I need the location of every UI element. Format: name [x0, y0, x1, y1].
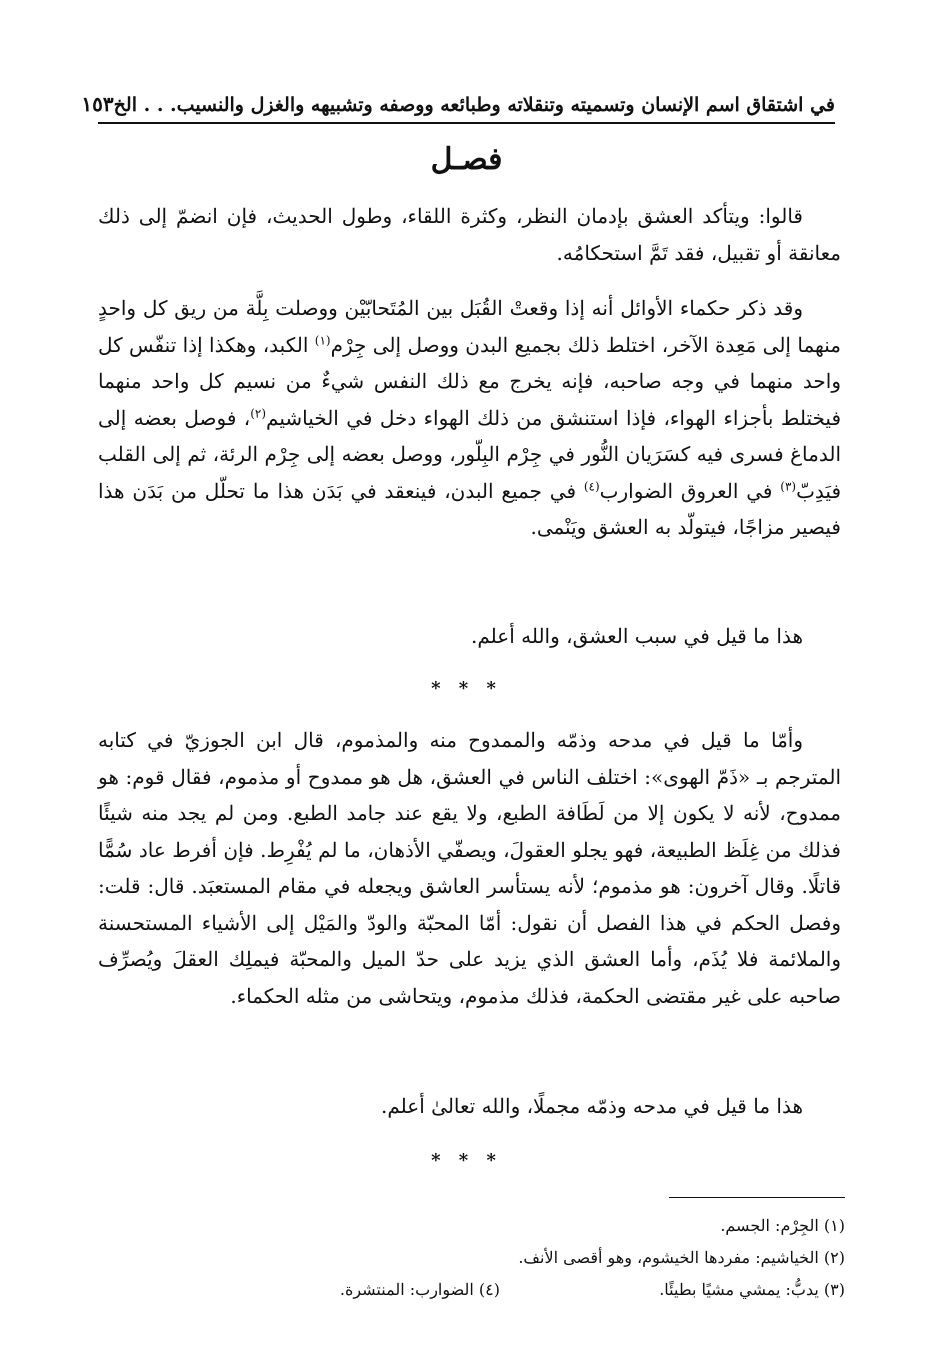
- paragraph-2-text: [98, 290, 841, 546]
- paragraph-3-text: هذا ما قيل في سبب العشق، والله أعلم.: [470, 624, 803, 648]
- running-header: [81, 82, 835, 124]
- paragraph-2-part-e: في جميع البدن، فينعقد في بَدَن هذا ما تحلّل من بَدَن هذا فيصير مزاجًا، فيتولّد به العشق ويَنْمى.: [98, 478, 841, 539]
- section-separator-2: * * *: [431, 1150, 502, 1171]
- footnote-ref-4: (٤): [583, 478, 600, 493]
- paragraph-4: [98, 722, 841, 1014]
- page-number: ١٥٣: [81, 92, 114, 116]
- paragraph-1: [98, 198, 841, 271]
- paragraph-2-part-d: في العروق الضوارب: [599, 478, 781, 503]
- paragraph-3: [98, 618, 841, 655]
- paragraph-2-part-c: ، فوصل بعضه إلى الدماغ فسرى فيه كسَرَيان النُّور في جِرْم البِلّور، ووصل بعضه إلى جِرْم الرئة، ثم إلى القلب فيَدِبّ: [98, 405, 841, 503]
- footnote-3: (٣) يدبُّ: يمشي مشيًا بطيئًا.: [659, 1280, 845, 1299]
- chapter-title: في اشتقاق اسم الإنسان وتسميته وتنقلاته وطبائعه ووصفه وتشبيهه والغزل والنسيب. . . الخ: [113, 94, 835, 116]
- paragraph-5: [98, 1088, 841, 1125]
- footnote-1: (١) الجِرْم: الجسم.: [720, 1216, 845, 1235]
- footnote-ref-3: (٣): [780, 478, 797, 493]
- footnote-ref-1: (١): [314, 332, 331, 347]
- footnote-2: (٢) الخياشيم: مفردها الخيشوم، وهو أقصى الأنف.: [518, 1248, 845, 1267]
- section-heading: فصـل: [430, 142, 503, 177]
- paragraph-4-text: وأمّا ما قيل في مدحه وذمّه والممدوح منه والمذموم، قال ابن الجوزيّ في كتابه المترجم بـ «ذَمّ الهوى»: اختلف الناس في العشق، هل هو ممدوح أو مذموم، فقال قوم: هو ممدوح، لأنه لا يكون إلا من لَطَافة الطبع، ولا يقع عند جامد الطبع. ومن لم يجد منه شيئًا فذلك من غِلَظ الطبيعة، فهو يجلو العقولَ، ويصفّي الأذهان، ما لم يُفْرِط. فإن أفرط عاد سُمًّا قاتلًا. وقال آخرون: هو مذموم؛ لأنه يستأسر العاشق ويجعله في مقام المستعبَد. قال: قلت: وفصل الحكم في هذا الفصل أن نقول: أمّا المحبّة والودّ والمَيْل إلى الأشياء المستحسنة والملائمة فلا يُذَم، وأما العشق الذي يزيد على حدّ الميل والمحبّة فيملِك العقلَ ويُصرِّف صاحبه على غير مقتضى الحكمة، فذلك مذموم، ويتحاشى من مثله الحكماء.: [98, 728, 842, 1008]
- paragraph-2-part-b: الكبد، وهكذا إذا تنفّس كل واحد منهما في وجه صاحبه، فإنه يخرج مع ذلك النفس شيءٌ من نسيم كل واحد منهما فيختلط بأجزاء الهواء، فإذا استنشق من ذلك الهواء دخل في الخياشيم: [98, 332, 842, 430]
- footnote-4: (٤) الضوارب: المنتشرة.: [339, 1280, 500, 1299]
- footnote-row-3-4: [98, 1274, 845, 1306]
- footnotes: [98, 1210, 845, 1306]
- footnote-ref-2: (٢): [250, 405, 267, 420]
- paragraph-5-text: هذا ما قيل في مدحه وذمّه مجملًا، والله تعالىٰ أعلم.: [381, 1094, 803, 1118]
- paragraph-2: [98, 290, 841, 546]
- paragraph-1-text: قالوا: ويتأكد العشق بإدمان النظر، وكثرة اللقاء، وطول الحديث، فإن انضمّ إلى ذلك معانقة أو تقبيل، فقد تَمَّ استحكامُه.: [98, 204, 841, 265]
- section-separator-1: * * *: [431, 678, 502, 699]
- footnote-divider: [669, 1197, 845, 1198]
- paragraph-2-part-a: وقد ذكر حكماء الأوائل أنه إذا وقعتْ القُبَل بين المُتَحابّيْن ووصلت بِلَّة من ريق كل واحدٍ منهما إلى مَعِدة الآخر، اختلط ذلك بجميع البدن ووصل إلى جِرْم: [98, 296, 841, 357]
